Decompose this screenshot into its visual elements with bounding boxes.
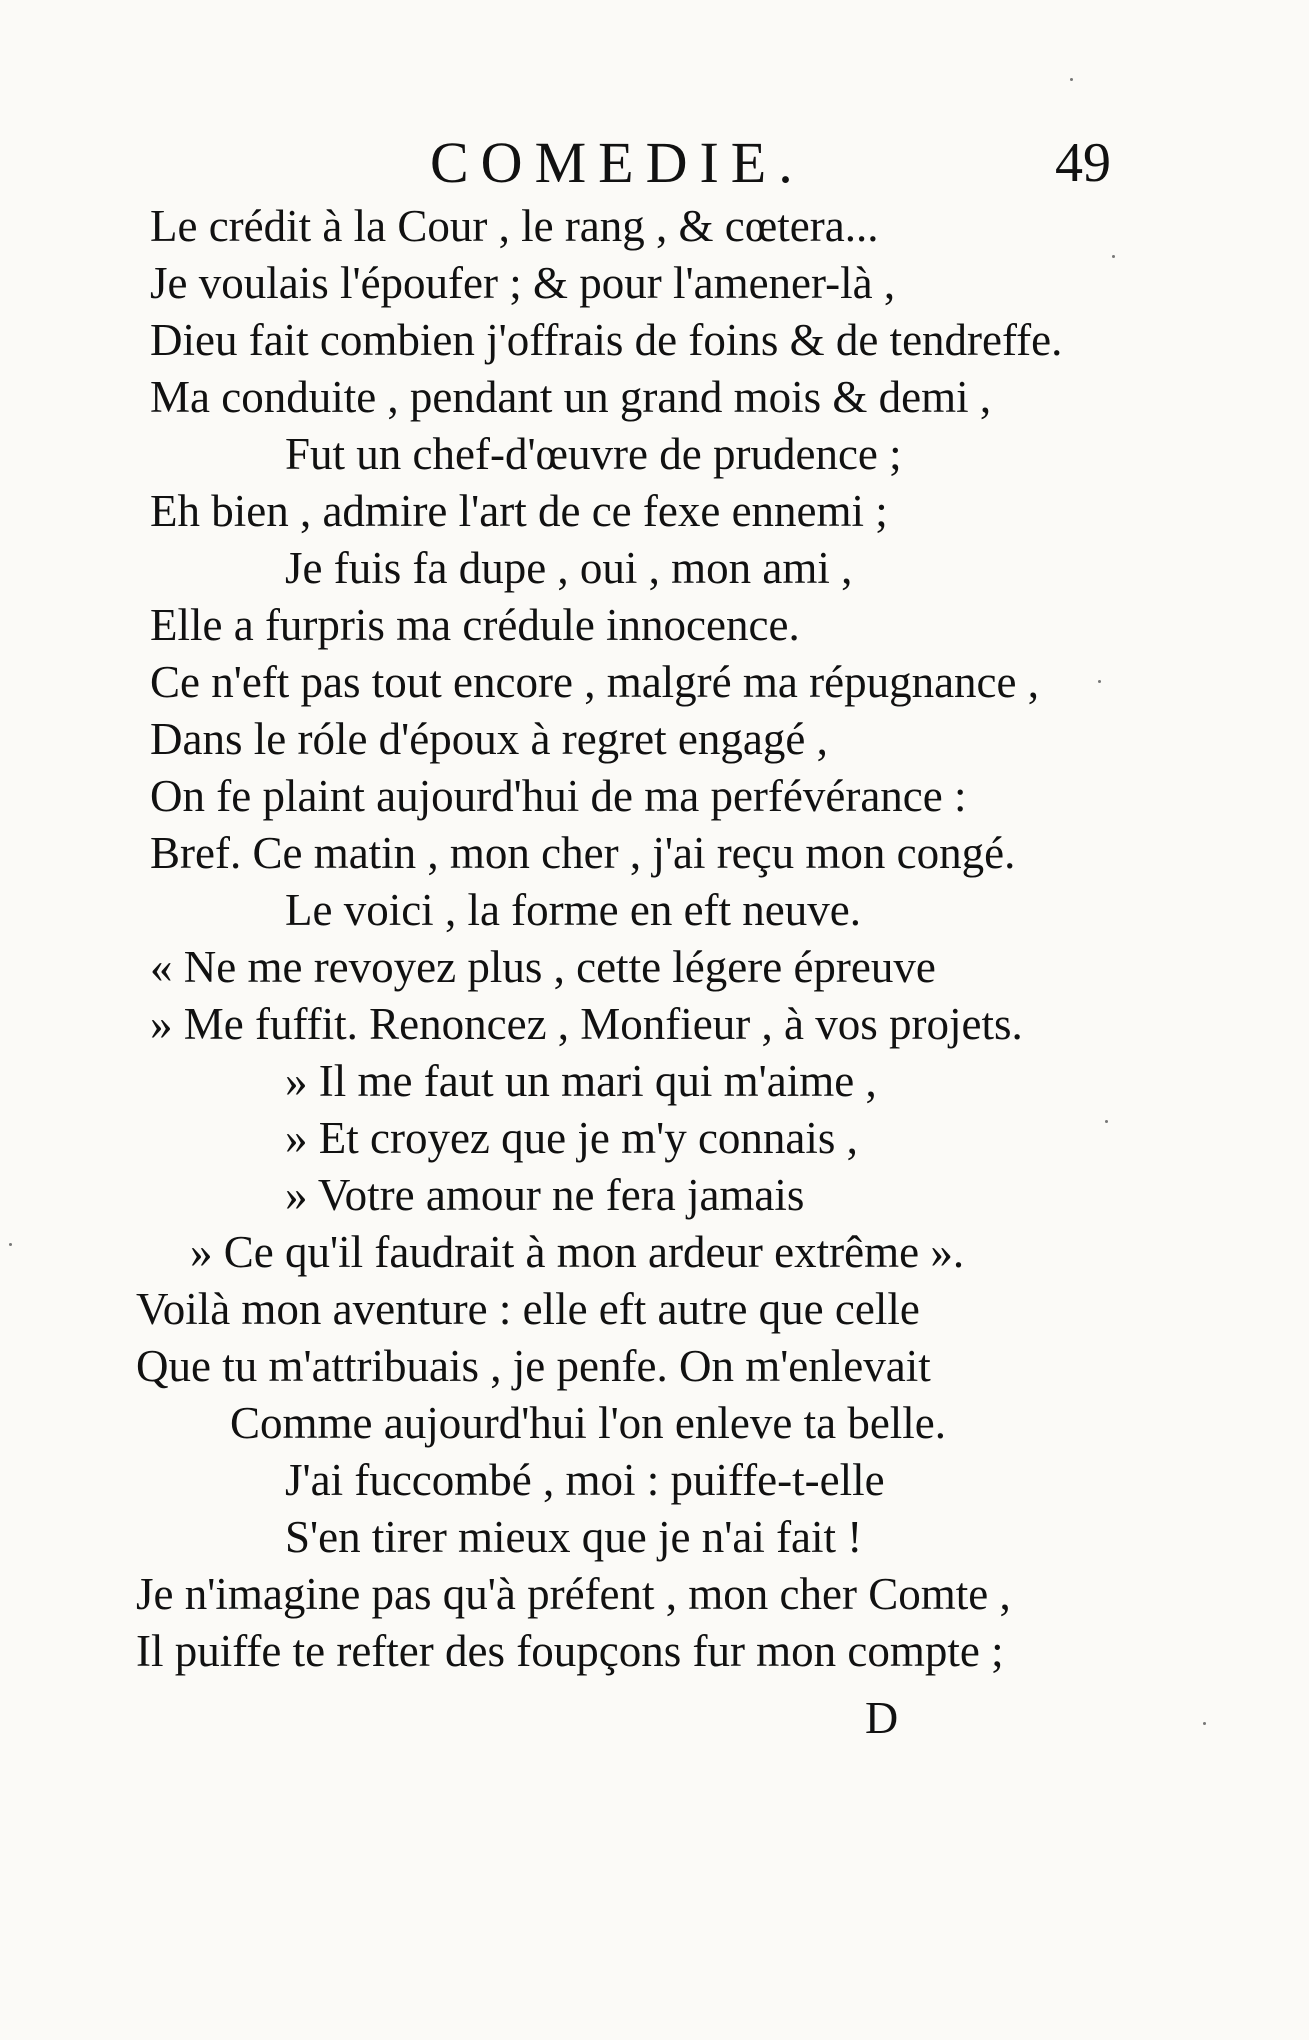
verse-line: Que tu m'attribuais , je penfe. On m'enlevait: [136, 1341, 931, 1391]
verse-line: Le voici , la forme en eft neuve.: [285, 885, 861, 935]
verse-line: » Ce qu'il faudrait à mon ardeur extrême ».: [190, 1227, 965, 1277]
verse-line: Dans le róle d'époux à regret engagé ,: [150, 714, 828, 764]
verse-line: Dieu fait combien j'offrais de foins & de tendreffe.: [150, 315, 1063, 365]
page-number: 49: [1055, 132, 1111, 194]
verse-line: Ma conduite , pendant un grand mois & demi ,: [150, 372, 992, 422]
verse-line: On fe plaint aujourd'hui de ma perfévérance :: [150, 771, 967, 821]
verse-line: J'ai fuccombé , moi : puiffe-t-elle: [285, 1455, 885, 1505]
ink-speck: [1098, 680, 1101, 683]
verse-line: » Et croyez que je m'y connais ,: [285, 1113, 858, 1163]
verse-line: Voilà mon aventure : elle eft autre que celle: [136, 1284, 920, 1334]
running-title: COMEDIE.: [430, 130, 805, 195]
ink-speck: [1105, 1120, 1108, 1123]
verse-line: Je fuis fa dupe , oui , mon ami ,: [285, 543, 853, 593]
verse-line: Comme aujourd'hui l'on enleve ta belle.: [230, 1398, 947, 1448]
verse-line: » Il me faut un mari qui m'aime ,: [285, 1056, 877, 1106]
verse-line: S'en tirer mieux que je n'ai fait !: [285, 1512, 863, 1562]
verse-line: Ce n'eft pas tout encore , malgré ma répugnance ,: [150, 657, 1039, 707]
verse-line: « Ne me revoyez plus , cette légere épreuve: [150, 942, 936, 992]
verse-line: Je n'imagine pas qu'à préfent , mon cher Comte ,: [136, 1569, 1011, 1619]
ink-speck: [1112, 255, 1115, 258]
verse-line: Il puiffe te refter des foupçons fur mon compte ;: [136, 1626, 1004, 1676]
signature-mark: D: [865, 1692, 899, 1743]
verse-line: Fut un chef-d'œuvre de prudence ;: [285, 429, 902, 479]
verse-line: » Me fuffit. Renoncez , Monfieur , à vos projets.: [150, 999, 1023, 1049]
verse-line: Eh bien , admire l'art de ce fexe ennemi ;: [150, 486, 888, 536]
verse-line: » Votre amour ne fera jamais: [285, 1170, 805, 1220]
verse-line: Le crédit à la Cour , le rang , & cœtera...: [150, 201, 879, 251]
verse-line: Bref. Ce matin , mon cher , j'ai reçu mon congé.: [150, 828, 1016, 878]
page-header: [0, 128, 1309, 198]
ink-speck: [1070, 78, 1073, 81]
verse-line: Elle a furpris ma crédule innocence.: [150, 600, 800, 650]
ink-speck: [9, 1243, 12, 1246]
verse-line: Je voulais l'époufer ; & pour l'amener-là ,: [150, 258, 896, 308]
ink-speck: [1203, 1722, 1206, 1725]
